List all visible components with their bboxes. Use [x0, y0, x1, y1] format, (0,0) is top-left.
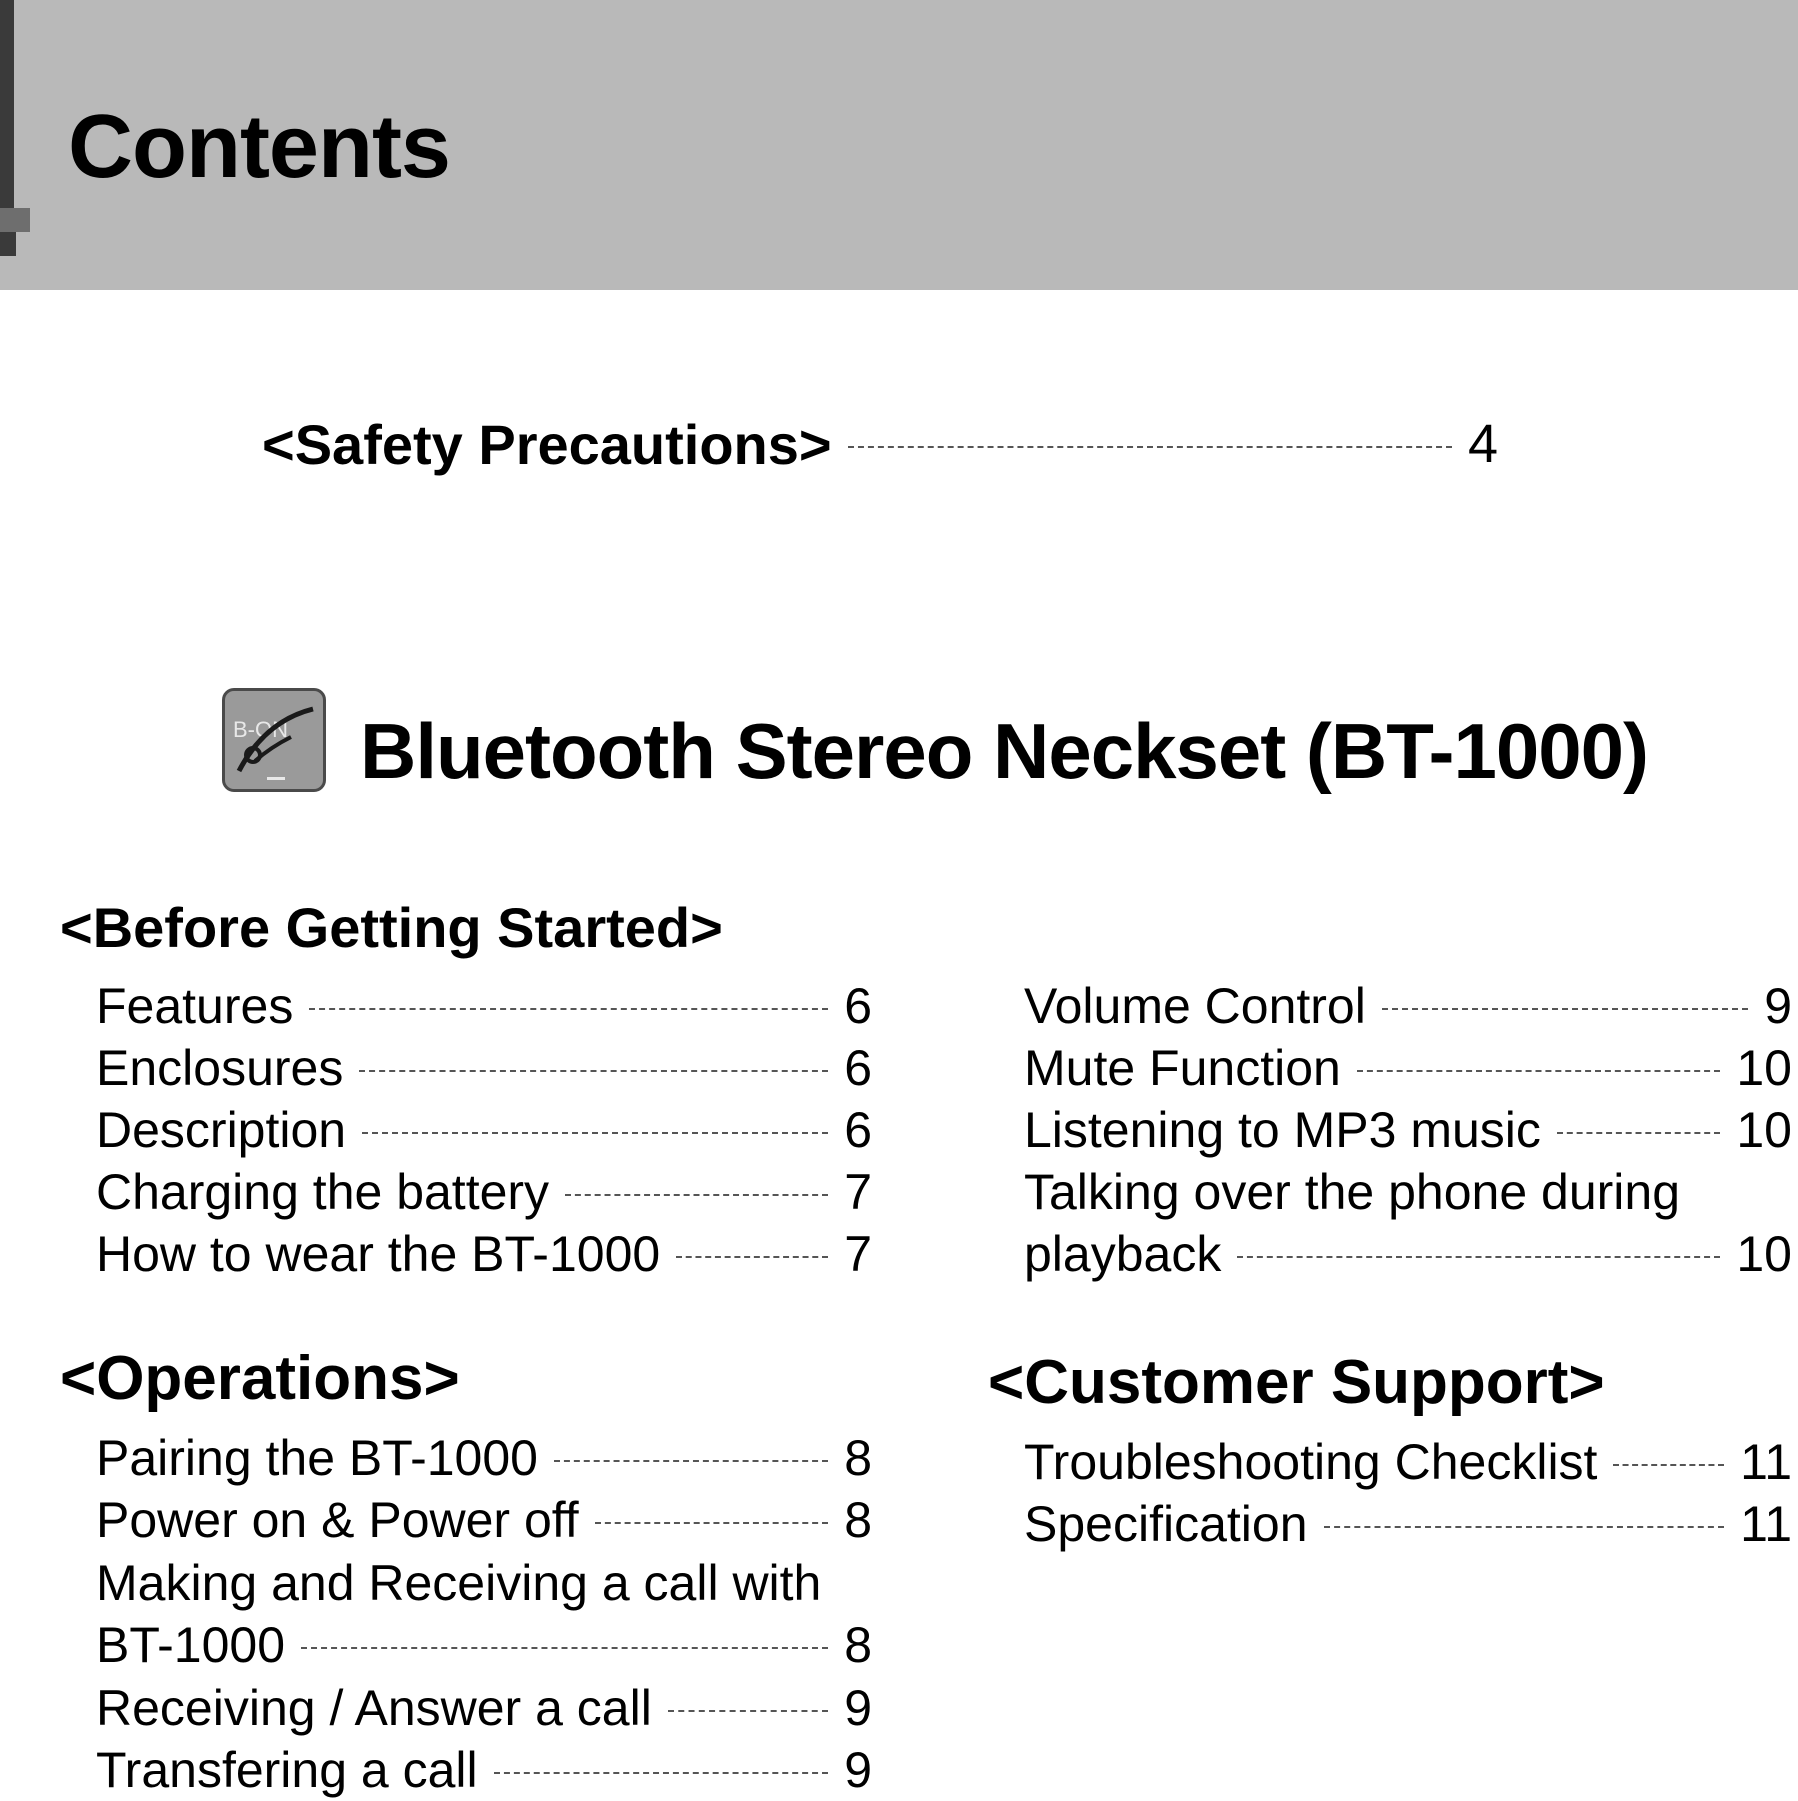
toc-entry-talking-during-playback[interactable] — [1024, 1224, 1792, 1284]
toc-entry-how-to-wear[interactable] — [96, 1224, 872, 1284]
section-heading-before-getting-started: <Before Getting Started> — [60, 896, 723, 959]
dotted-leader — [301, 1647, 828, 1649]
toc-entry-page: 7 — [844, 1226, 872, 1282]
toc-entry-page: 8 — [844, 1430, 872, 1486]
dotted-leader — [1237, 1256, 1720, 1258]
toc-entry-label: Features — [96, 978, 294, 1034]
toc-entry-label: Listening to MP3 music — [1024, 1102, 1541, 1158]
toc-entry-transfering-call[interactable] — [96, 1740, 872, 1800]
toc-entry-label-line1[interactable]: Talking over the phone during — [1024, 1164, 1681, 1220]
toc-entry-page: 9 — [844, 1680, 872, 1736]
toc-entry-enclosures[interactable] — [96, 1038, 872, 1098]
toc-entry-label: <Safety Precautions> — [262, 412, 832, 476]
dotted-leader — [565, 1194, 828, 1196]
toc-entry-page: 7 — [844, 1164, 872, 1220]
toc-entry-label: Receiving / Answer a call — [96, 1680, 652, 1736]
toc-entry-page: 8 — [844, 1492, 872, 1548]
toc-entry-safety[interactable] — [262, 414, 1498, 474]
toc-entry-mute-function[interactable] — [1024, 1038, 1792, 1098]
toc-entry-label: playback — [1024, 1226, 1222, 1282]
dotted-leader — [362, 1132, 828, 1134]
b-on-logo-icon — [225, 691, 323, 789]
toc-entry-label-line1[interactable]: Making and Receiving a call with — [96, 1555, 822, 1611]
logo-text: B-ON — [233, 717, 288, 742]
toc-entry-label: Transfering a call — [96, 1742, 478, 1798]
toc-entry-page: 4 — [1467, 414, 1498, 474]
toc-entry-label: Power on & Power off — [96, 1492, 579, 1548]
dotted-leader — [1613, 1464, 1724, 1466]
dotted-leader — [676, 1256, 828, 1258]
section-heading-operations: <Operations> — [60, 1344, 460, 1413]
dotted-leader — [848, 446, 1452, 448]
toc-entry-features[interactable] — [96, 976, 872, 1036]
edge-decoration — [0, 208, 30, 232]
toc-entry-label: BT-1000 — [96, 1617, 286, 1673]
product-title: Bluetooth Stereo Neckset (BT-1000) — [360, 707, 1649, 795]
toc-entry-charging-battery[interactable] — [96, 1162, 872, 1222]
dotted-leader — [554, 1460, 828, 1462]
toc-entry-page: 6 — [844, 1102, 872, 1158]
dotted-leader — [359, 1070, 828, 1072]
toc-entry-receiving-answer-call[interactable] — [96, 1678, 872, 1738]
toc-entry-label: Mute Function — [1024, 1040, 1341, 1096]
toc-entry-power-on-off[interactable] — [96, 1490, 872, 1550]
dotted-leader — [1557, 1132, 1720, 1134]
toc-entry-label: Troubleshooting Checklist — [1024, 1434, 1598, 1490]
dotted-leader — [309, 1008, 828, 1010]
toc-entry-label: Enclosures — [96, 1040, 344, 1096]
toc-entry-page: 9 — [844, 1742, 872, 1798]
toc-entry-label: How to wear the BT-1000 — [96, 1226, 661, 1282]
toc-entry-listening-mp3[interactable] — [1024, 1100, 1792, 1160]
toc-entry-volume-control[interactable] — [1024, 976, 1792, 1036]
dotted-leader — [668, 1710, 828, 1712]
page-title: Contents — [68, 97, 450, 197]
toc-entry-label: Volume Control — [1024, 978, 1366, 1034]
dotted-leader — [595, 1522, 829, 1524]
toc-entry-page: 10 — [1736, 1102, 1792, 1158]
toc-entry-label: Description — [96, 1102, 347, 1158]
toc-entry-page: 9 — [1764, 978, 1792, 1034]
dotted-leader — [1382, 1008, 1748, 1010]
dotted-leader — [1357, 1070, 1721, 1072]
toc-entry-page: 10 — [1736, 1040, 1792, 1096]
toc-entry-page: 6 — [844, 1040, 872, 1096]
toc-entry-label: Specification — [1024, 1496, 1308, 1552]
toc-entry-label: Pairing the BT-1000 — [96, 1430, 538, 1486]
toc-entry-specification[interactable] — [1024, 1494, 1792, 1554]
dotted-leader — [1324, 1526, 1725, 1528]
toc-entry-troubleshooting[interactable] — [1024, 1432, 1792, 1492]
toc-entry-page: 8 — [844, 1617, 872, 1673]
edge-decoration — [0, 232, 16, 256]
toc-entry-page: 11 — [1740, 1434, 1792, 1490]
toc-entry-page: 6 — [844, 978, 872, 1034]
product-logo-icon — [222, 688, 326, 792]
dotted-leader — [494, 1772, 829, 1774]
toc-entry-making-receiving-call[interactable] — [96, 1615, 872, 1675]
toc-entry-page: 11 — [1740, 1496, 1792, 1552]
toc-entry-page: 10 — [1736, 1226, 1792, 1282]
toc-entry-pairing[interactable] — [96, 1428, 872, 1488]
toc-entry-label: Charging the battery — [96, 1164, 550, 1220]
toc-entry-description[interactable] — [96, 1100, 872, 1160]
section-heading-customer-support: <Customer Support> — [988, 1348, 1605, 1417]
